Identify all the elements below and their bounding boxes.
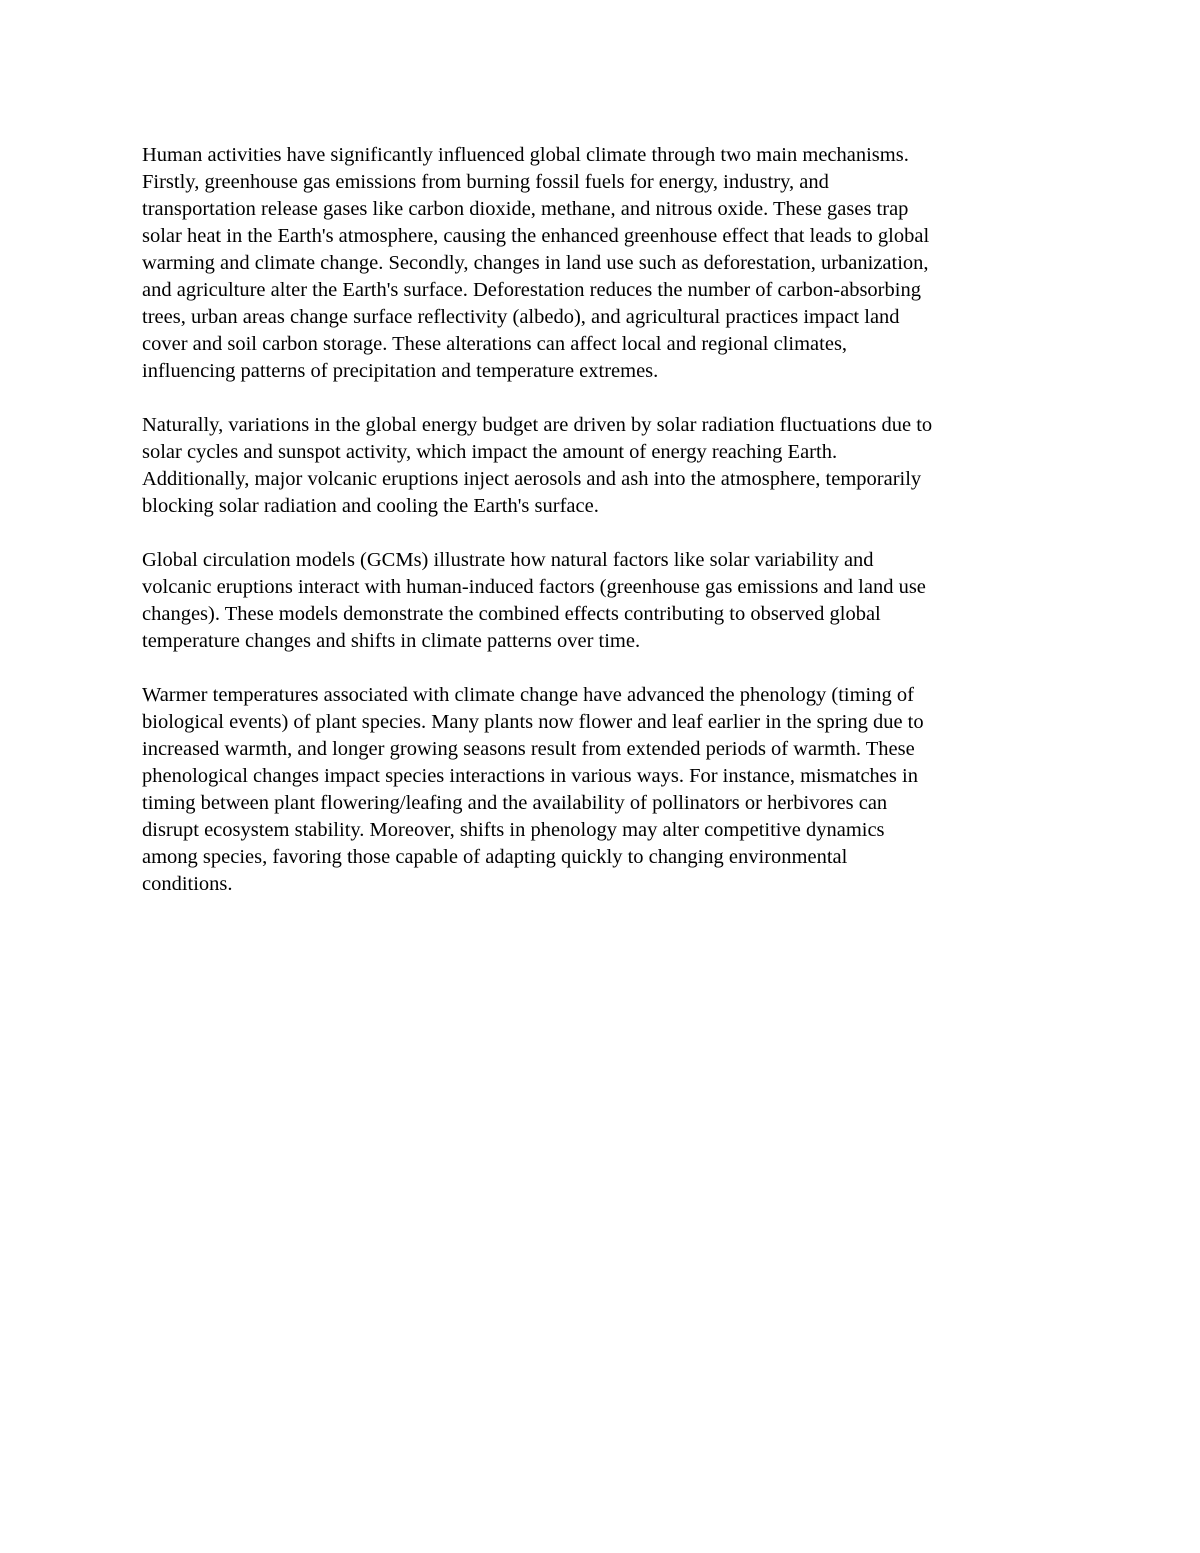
paragraph-line: and agriculture alter the Earth's surface. Deforestation reduces the number of carbon-absorbing [142, 279, 921, 301]
paragraph-line: disrupt ecosystem stability. Moreover, shifts in phenology may alter competitive dynamics [142, 819, 885, 841]
paragraph-human-activities [142, 142, 1062, 385]
paragraph-line: cover and soil carbon storage. These alterations can affect local and regional climates, [142, 333, 848, 355]
paragraph-line: volcanic eruptions interact with human-induced factors (greenhouse gas emissions and land use [142, 576, 926, 598]
document-body [142, 142, 1062, 925]
paragraph-line: conditions. [142, 873, 233, 895]
paragraph-line: among species, favoring those capable of adapting quickly to changing environmental [142, 846, 848, 868]
paragraph-circulation-models [142, 547, 1062, 655]
paragraph-line: Additionally, major volcanic eruptions inject aerosols and ash into the atmosphere, temporarily [142, 468, 922, 490]
paragraph-line: Naturally, variations in the global energy budget are driven by solar radiation fluctuations due to [142, 414, 933, 436]
paragraph-natural-variations [142, 412, 1062, 520]
paragraph-line: warming and climate change. Secondly, changes in land use such as deforestation, urbanization, [142, 252, 929, 274]
paragraph-line: increased warmth, and longer growing seasons result from extended periods of warmth. These [142, 738, 915, 760]
paragraph-line: solar cycles and sunspot activity, which impact the amount of energy reaching Earth. [142, 441, 838, 463]
paragraph-line: trees, urban areas change surface reflectivity (albedo), and agricultural practices impact land [142, 306, 900, 328]
paragraph-line: solar heat in the Earth's atmosphere, causing the enhanced greenhouse effect that leads to global [142, 225, 930, 247]
paragraph-line: transportation release gases like carbon dioxide, methane, and nitrous oxide. These gases trap [142, 198, 909, 220]
paragraph-line: timing between plant flowering/leafing and the availability of pollinators or herbivores can [142, 792, 888, 814]
paragraph-line: temperature changes and shifts in climate patterns over time. [142, 630, 641, 652]
paragraph-phenology [142, 682, 1062, 898]
paragraph-line: Firstly, greenhouse gas emissions from burning fossil fuels for energy, industry, and [142, 171, 829, 193]
paragraph-line: Warmer temperatures associated with climate change have advanced the phenology (timing of [142, 684, 914, 706]
paragraph-line: changes). These models demonstrate the combined effects contributing to observed global [142, 603, 881, 625]
paragraph-line: blocking solar radiation and cooling the Earth's surface. [142, 495, 599, 517]
paragraph-line: phenological changes impact species interactions in various ways. For instance, mismatches in [142, 765, 918, 787]
paragraph-line: Global circulation models (GCMs) illustrate how natural factors like solar variability and [142, 549, 874, 571]
paragraph-line: biological events) of plant species. Many plants now flower and leaf earlier in the spring due to [142, 711, 924, 733]
paragraph-line: Human activities have significantly influenced global climate through two main mechanisms. [142, 144, 909, 166]
paragraph-line: influencing patterns of precipitation and temperature extremes. [142, 360, 659, 382]
